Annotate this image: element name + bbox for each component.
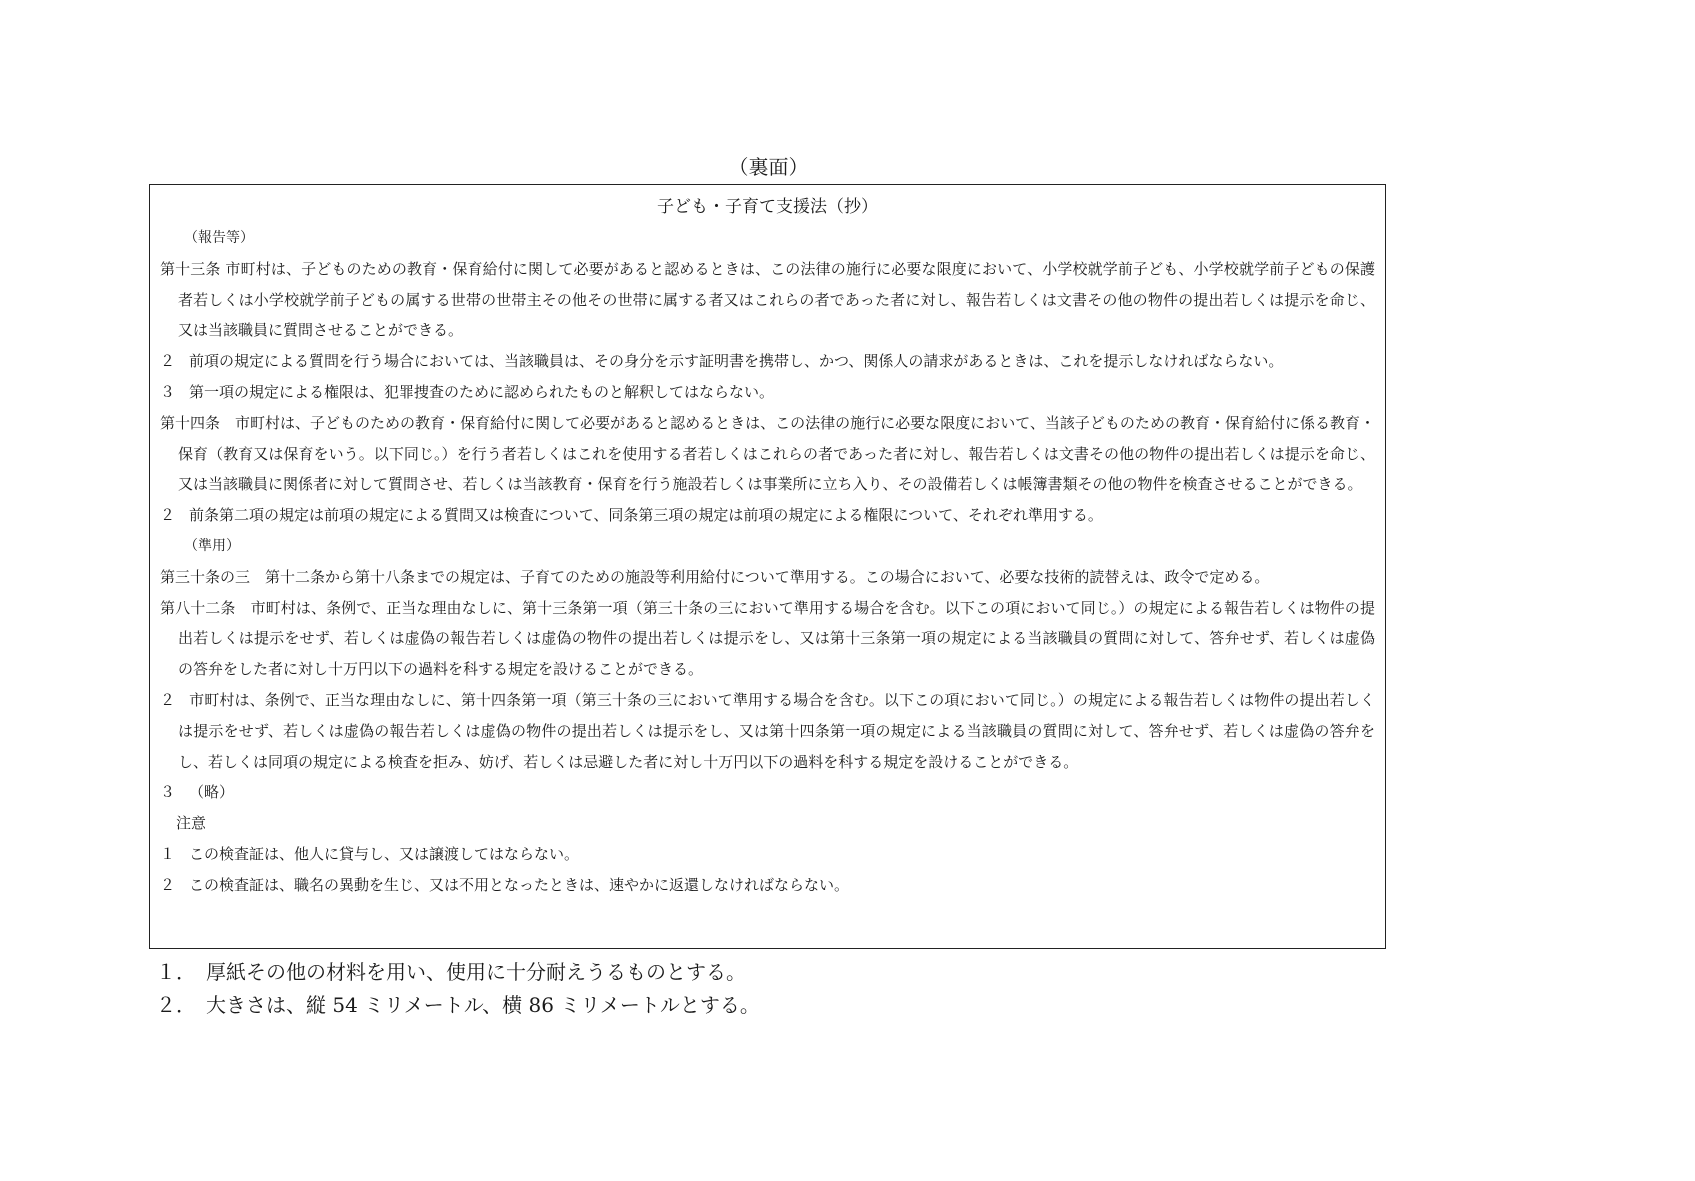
article-13-paragraph-3 [160, 377, 1375, 408]
article-82-paragraph-1: 第八十二条 市町村は、条例で、正当な理由なしに、第十三条第一項（第三十条の三において準用する場合を含む。以下この項において同じ。）の規定による報告若しくは物件の提出若しくは提示をせず、若しくは虚偽の報告若しくは虚偽の物件の提出若しくは提示をし、又は第十三条第一項の規定による当該職員の質問に対して、答弁せず、若しくは虚偽の答弁をした者に対し十万円以下の過料を科する規定を設けることができる。 [160, 598, 1375, 679]
item-text: （略） [189, 783, 235, 802]
item-text: 第一項の規定による権限は、犯罪捜査のために認められたものと解釈してはならない。 [189, 382, 775, 401]
caption-apply: （準用） [184, 537, 240, 554]
footer-number: ２． [156, 993, 196, 1017]
item-number: ２ [160, 875, 176, 894]
article-14-paragraph-2 [160, 500, 1375, 531]
footer-text: 厚紙その他の材料を用い、使用に十分耐えうるものとする。 [206, 960, 746, 984]
item-number: ３ [160, 382, 176, 401]
item-number: ２ [160, 506, 176, 525]
article-82-paragraph-2 [160, 685, 1375, 777]
article-30-3: 第三十条の三 第十二条から第十八条までの規定は、子育てのための施設等利用給付について準用する。この場合において、必要な技術的読替えは、政令で定める。 [160, 567, 1270, 586]
item-text: 前条第二項の規定は前項の規定による質問又は検査について、同条第三項の規定は前項の規定による権限について、それぞれ準用する。 [189, 506, 1103, 525]
footer-note-1 [156, 956, 760, 989]
item-number: ２ [160, 690, 176, 709]
item-text: 市町村は、条例で、正当な理由なしに、第十四条第一項（第三十条の三において準用する場合を含む。以下この項において同じ。）の規定による報告若しくは物件の提出若しくは提示をせず、若しくは虚偽の報告若しくは虚偽の物件の提出若しくは提示をし、又は第十四条第一項の規定による当該職員の質問に対して、答弁せず、若しくは虚偽の答弁をし、若しくは同項の規定による検査を拒み、妨げ、若しくは忌避した者に対し十万円以下の過料を科する規定を設けることができる。 [178, 690, 1375, 771]
page-heading: （裏面） [728, 155, 809, 179]
footer-text: 大きさは、縦 54 ミリメートル、横 86 ミリメートルとする。 [206, 993, 760, 1017]
article-13-paragraph-1: 第十三条 市町村は、子どものための教育・保育給付に関して必要があると認めるときは、この法律の施行に必要な限度において、小学校就学前子ども、小学校就学前子どもの保護者若しくは小学校就学前子どもの属する世帯の世帯主その他その世帯に属する者又はこれらの者であった者に対し、報告若しくは文書その他の物件の提出若しくは提示を命じ、又は当該職員に質問させることができる。 [160, 259, 1375, 340]
item-number: １ [160, 844, 176, 863]
footer-notes [156, 956, 760, 1022]
note-1 [160, 839, 1375, 870]
caption-report: （報告等） [184, 230, 254, 246]
item-number: ３ [160, 783, 176, 802]
item-text: この検査証は、職名の異動を生じ、又は不用となったときは、速やかに返還しなければならない。 [189, 875, 850, 894]
box-title: 子ども・子育て支援法（抄） [657, 197, 878, 217]
law-excerpt-box [149, 184, 1386, 949]
item-number: ２ [160, 352, 176, 371]
article-14-paragraph-1: 第十四条 市町村は、子どものための教育・保育給付に関して必要があると認めるときは、この法律の施行に必要な限度において、当該子どものための教育・保育給付に係る教育・保育（教育又は保育をいう。以下同じ。）を行う者若しくはこれを使用する者若しくはこれらの者であった者に対し、報告若しくは文書その他の物件の提出若しくは提示を命じ、又は当該職員に関係者に対して質問させ、若しくは当該教育・保育を行う施設若しくは事業所に立ち入り、その設備若しくは帳簿書類その他の物件を検査させることができる。 [160, 413, 1375, 494]
footer-note-2 [156, 989, 760, 1022]
article-82-paragraph-3 [160, 777, 1375, 808]
article-13-paragraph-2 [160, 346, 1375, 377]
item-text: この検査証は、他人に貸与し、又は譲渡してはならない。 [189, 844, 580, 863]
note-2 [160, 870, 1375, 901]
footer-number: １． [156, 960, 196, 984]
item-text: 前項の規定による質問を行う場合においては、当該職員は、その身分を示す証明書を携帯し、かつ、関係人の請求があるときは、これを提示しなければならない。 [189, 352, 1284, 371]
notes-label: 注意 [176, 814, 207, 833]
